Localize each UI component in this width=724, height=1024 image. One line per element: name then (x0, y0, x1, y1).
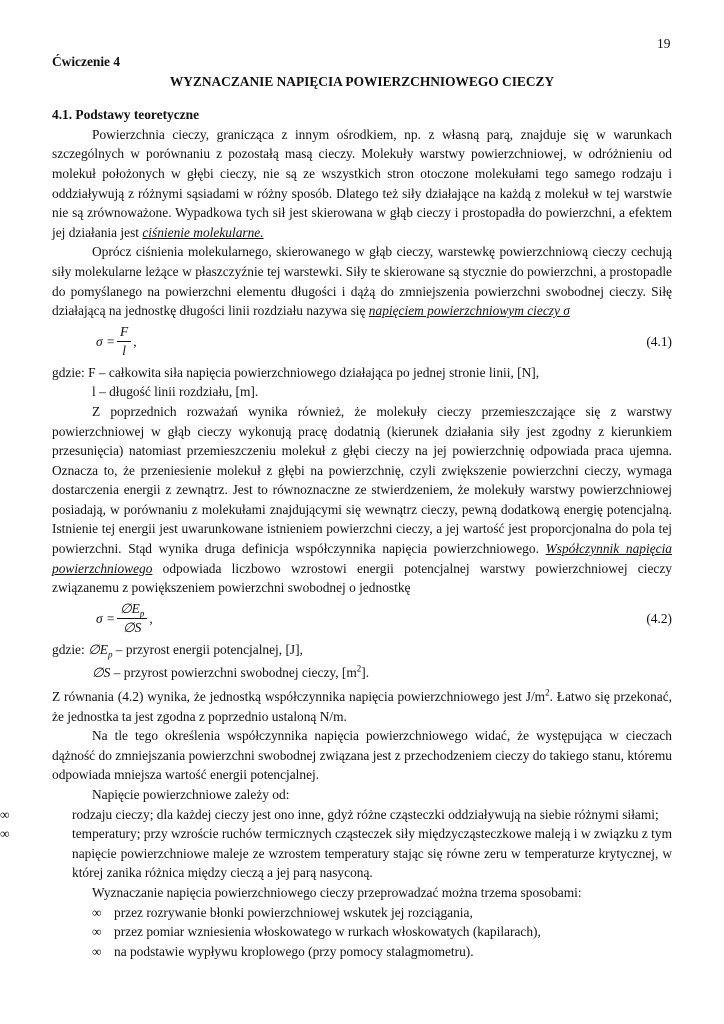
eq2-label: (4.2) (646, 610, 672, 626)
section-heading: 4.1. Podstawy teoretyczne (52, 107, 200, 123)
page-content (0, 52, 672, 961)
equation-4-2 (52, 598, 672, 640)
eq2-numerator: $\emptyset E_p$ (117, 600, 147, 619)
where-1-line-b: l – długość linii rozdziału, [m]. (92, 384, 259, 400)
bullet-icon: ∞ (0, 806, 10, 822)
bullet-icon: ∞ (92, 943, 102, 959)
list-item: ∞ temperatury; przy wzroście ruchów termicznych cząsteczek siły międzycząsteczkowe maleją i w związku z tym napięcie powierzchniowe maleje ze wzrostem temperatury stając się równe zeru w temperaturze krytycznej, w której zanika różnica między cieczą a jej parą nasyconą. (0, 824, 672, 883)
eq2-tail: , (149, 611, 153, 627)
where-1-line-a: gdzie: F – całkowita siła napięcia powierzchniowego działająca po jednej stronie linii, [N], (52, 364, 540, 380)
dependency-list (0, 805, 672, 883)
methods-list (52, 903, 672, 962)
paragraph-6: Napięcie powierzchniowe zależy od: (92, 787, 290, 802)
term-molecular-pressure: ciśnienie molekularne. (142, 224, 264, 240)
eq1-tail: , (133, 333, 137, 349)
paragraph-4: Z równania (4.2) wynika, że jednostką współczynnika napięcia powierzchniowego jest $J/m^2$. Łatwo się przekonać, że jednostka ta jest zgodna z poprzednio ustaloną N/m. (52, 687, 672, 724)
page-number: 19 (657, 36, 671, 51)
paragraph-5: Na tle tego określenia współczynnika napięcia powierzchniowego widać, że występująca w cieczach dążność do zmniejszania powierzchni swobodnej związana jest z przechodzeniem cieczy do takiego stanu, któremu odpowiada mniejsza wartość energii potencjalnej. (52, 728, 672, 783)
equation-4-1 (52, 321, 672, 363)
paragraph-2: Oprócz ciśnienia molekularnego, skierowanego w głąb cieczy, warstewkę powierzchniową cieczy cechują siły molekularne leżące w płaszczyźnie tej warstewki. Siły te skierowane są stycznie do powierzchni, a prostopadle do pomyślanego na powierzchni elementu długości i dążą do zmniejszenia powierzchni swobodnej cieczy. Siłę działającą na jednostkę długości linii rozdziału nazywa się napięciem powierzchniowym cieczy σ (52, 244, 672, 319)
eq2-denominator: ∅S (122, 620, 142, 636)
bullet-icon: ∞ (0, 826, 10, 842)
paragraph-3: Z poprzednich rozważań wynika również, że molekuły cieczy przemieszczające się z warstwy powierzchniowej w głąb cieczy wykonują pracę dodatnią (kierunek działania siły jest zgodny z kierunkiem przesunięcia) natomiast przemieszczeniu molekuł z głębi cieczy na jej powierzchnię odpowiada praca ujemna. Oznacza to, że przeniesienie molekuł z głębi na powierzchnię, czyli zwiększenie powierzchni cieczy, wymaga dostarczenia energii z zewnątrz. Jest to równoznaczne ze stwierdzeniem, że molekuły warstwy powierzchniowej posiadają, w porównaniu z molekułami znajdującymi się wewnątrz cieczy, pewną dodatkową energię potencjalną. Istnienie tej energii jest uwarunkowane istnieniem powierzchni cieczy, a jej wartość jest proporcjonalna do pola tej powierzchni. Stąd wynika druga definicja współczynnika napięcia powierzchniowego. Współczynnik napięcia powierzchniowego odpowiada liczbowo wzrostowi energii potencjalnej warstwy powierzchniowej cieczy związanemu z powiększeniem powierzchni swobodnej o jednostkę (52, 403, 672, 596)
term-coefficient: Współczynnik napięcia powierzchniowego (52, 541, 672, 576)
where-2-line-b: ∅S – przyrost powierzchni swobodnej cieczy, $[m^2]$. (92, 663, 370, 681)
bullet-icon: ∞ (92, 904, 102, 920)
eq1-denominator: l (122, 343, 126, 359)
term-surface-tension: napięciem powierzchniowym cieczy σ (368, 303, 570, 319)
eq1-lhs: σ = (96, 333, 115, 349)
list-item: ∞ rodzaju cieczy; dla każdej cieczy jest ono inne, gdyż różne cząsteczki oddziaływują na siebie różnymi siłami; (0, 805, 672, 825)
list-item: ∞ przez rozrywanie błonki powierzchniowej wskutek jej rozciągania, (52, 903, 672, 923)
paragraph-7: Wyznaczanie napięcia powierzchniowego cieczy przeprowadzać można trzema sposobami: (92, 884, 582, 900)
page-title: WYZNACZANIE NAPIĘCIA POWIERZCHNIOWEGO CIECZY (169, 73, 555, 89)
eq1-numerator: F (117, 323, 131, 342)
list-item: ∞ przez pomiar wzniesienia włoskowatego w rurkach włoskowatych (kapilarach), (52, 922, 672, 942)
eq2-fraction (117, 600, 147, 637)
list-item: ∞ na podstawie wypływu kroplowego (przy pomocy stalagmometru). (52, 942, 672, 962)
where-2-line-a: gdzie: $\emptyset E_p$ – przyrost energii potencjalnej, [J], (52, 641, 303, 660)
eq1-fraction (117, 323, 131, 360)
eq2-lhs: σ = (96, 611, 115, 627)
bullet-icon: ∞ (92, 924, 102, 940)
eq1-label: (4.1) (646, 333, 672, 349)
paragraph-1: Powierzchnia cieczy, granicząca z innym ośrodkiem, np. z własną parą, znajduje się w warunkach szczególnych w porównaniu z pozostałą masą cieczy. Molekuły warstwy powierzchniowej, w odróżnieniu od molekuł położonych w głębi cieczy, nie są ze wszystkich stron otoczone molekułami tego samego rodzaju i oddziaływują z różnymi sąsiadami w różny sposób. Dlatego też siły działające na każdą z molekuł w tej warstwie nie są zrównoważone. Wypadkowa tych sił jest skierowana w głąb cieczy i prostopadła do powierzchni, a efektem jej działania jest ciśnienie molekularne. (52, 126, 672, 240)
exercise-label: Ćwiczenie 4 (52, 54, 121, 69)
